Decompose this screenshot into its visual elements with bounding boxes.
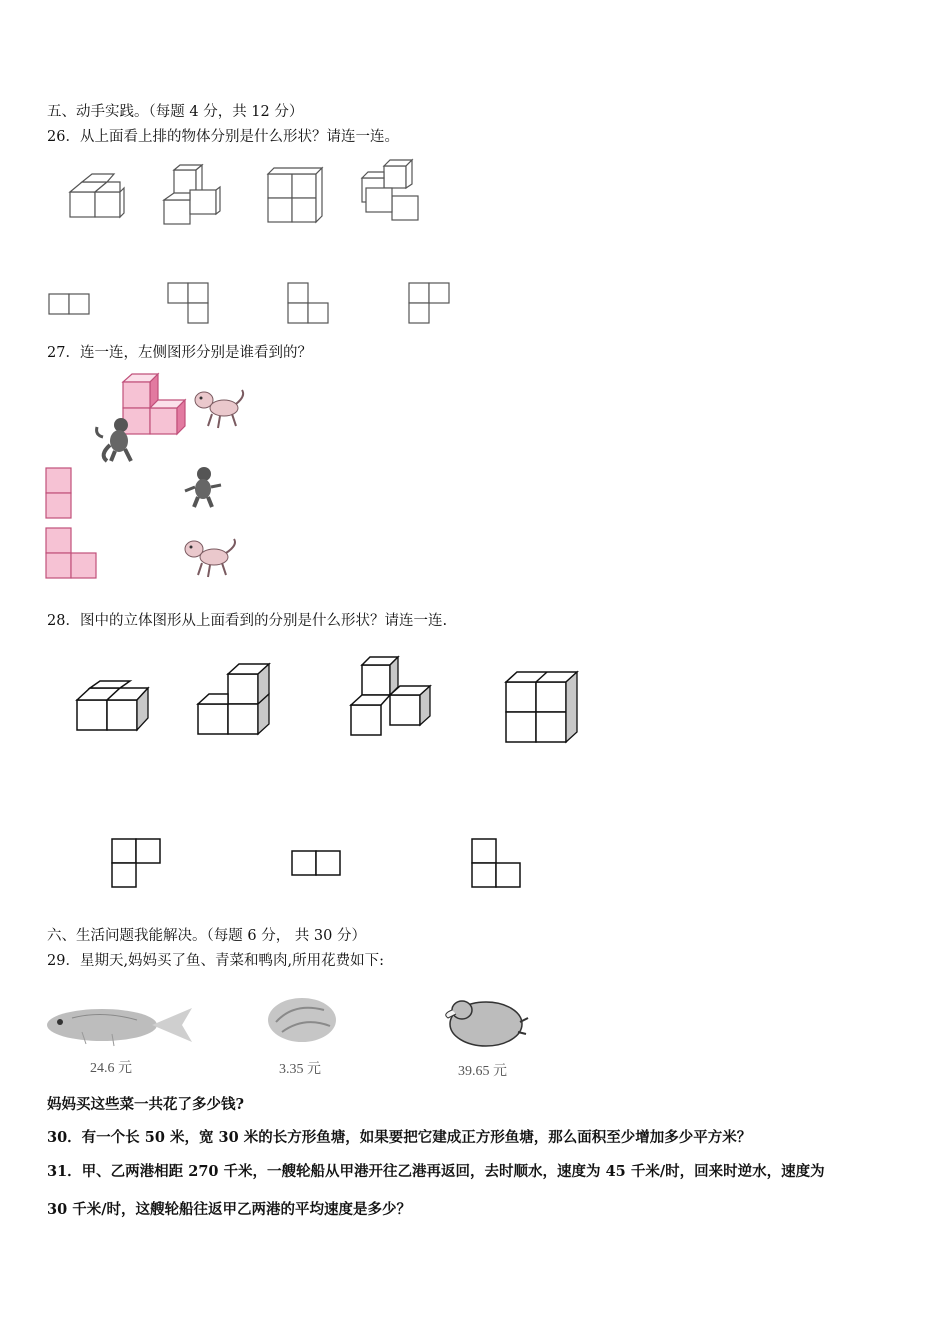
q28-view-1 (111, 838, 166, 893)
q30-text: 30．有一个长 50 米，宽 30 米的长方形鱼塘，如果要把它建成正方形鱼塘，那么面积至少增加多少平方米？ (47, 1129, 752, 1146)
section6-title: 六、生活问题我能解决。（每题 6 分， 共 30 分） (47, 928, 366, 944)
q27-text: 27．连一连，左侧图形分别是谁看到的？ (47, 345, 312, 361)
duck-icon (438, 992, 528, 1052)
q26-solid-2 (162, 165, 232, 230)
q28-solid-1 (76, 680, 156, 740)
q31-line2: 30 千米/时，这艘轮船往返甲乙两港的平均速度是多少？ (47, 1201, 412, 1218)
q26-solid-1 (68, 170, 128, 230)
q28-solid-2 (197, 662, 277, 742)
section5-title: 五、动手实践。（每题 4 分，共 12 分） (47, 104, 304, 120)
fish-icon (42, 1000, 202, 1055)
dog-icon (190, 386, 250, 431)
q31-line1: 31．甲、乙两港相距 270 千米，一艘轮船从甲港开往乙港再返回，去时顺水，速度为 45 千米/时，回来时逆水，速度为 (47, 1163, 825, 1180)
monkey-icon (93, 415, 143, 465)
q28-solid-4 (505, 670, 585, 750)
dog-icon (182, 535, 242, 580)
q27-view-two-squares (45, 467, 75, 522)
q26-solid-3 (266, 166, 326, 226)
fish-price: 24.6 元 (90, 1061, 132, 1076)
cabbage-price: 3.35 元 (279, 1062, 321, 1077)
q26-text: 26．从上面看上排的物体分别是什么形状？请连一连。 (47, 129, 399, 145)
q28-text: 28．图中的立体图形从上面看到的分别是什么形状？请连一连. (47, 613, 448, 629)
cabbage-icon (264, 992, 344, 1047)
q26-solid-4 (358, 158, 428, 223)
q26-view-2 (167, 282, 212, 327)
q29-text: 29．星期天,妈妈买了鱼、青菜和鸭肉,所用花费如下: (47, 953, 385, 969)
q27-view-l-shape (45, 527, 100, 582)
duck-price: 39.65 元 (458, 1064, 507, 1079)
q29-question: 妈妈买这些菜一共花了多少钱? (47, 1096, 244, 1113)
q28-view-3 (471, 838, 526, 893)
q26-view-1 (48, 293, 93, 318)
q28-view-2 (291, 850, 346, 880)
monkey-icon (180, 465, 225, 510)
q26-view-3 (287, 282, 332, 327)
q28-solid-3 (350, 655, 440, 745)
q26-view-4 (408, 282, 453, 327)
